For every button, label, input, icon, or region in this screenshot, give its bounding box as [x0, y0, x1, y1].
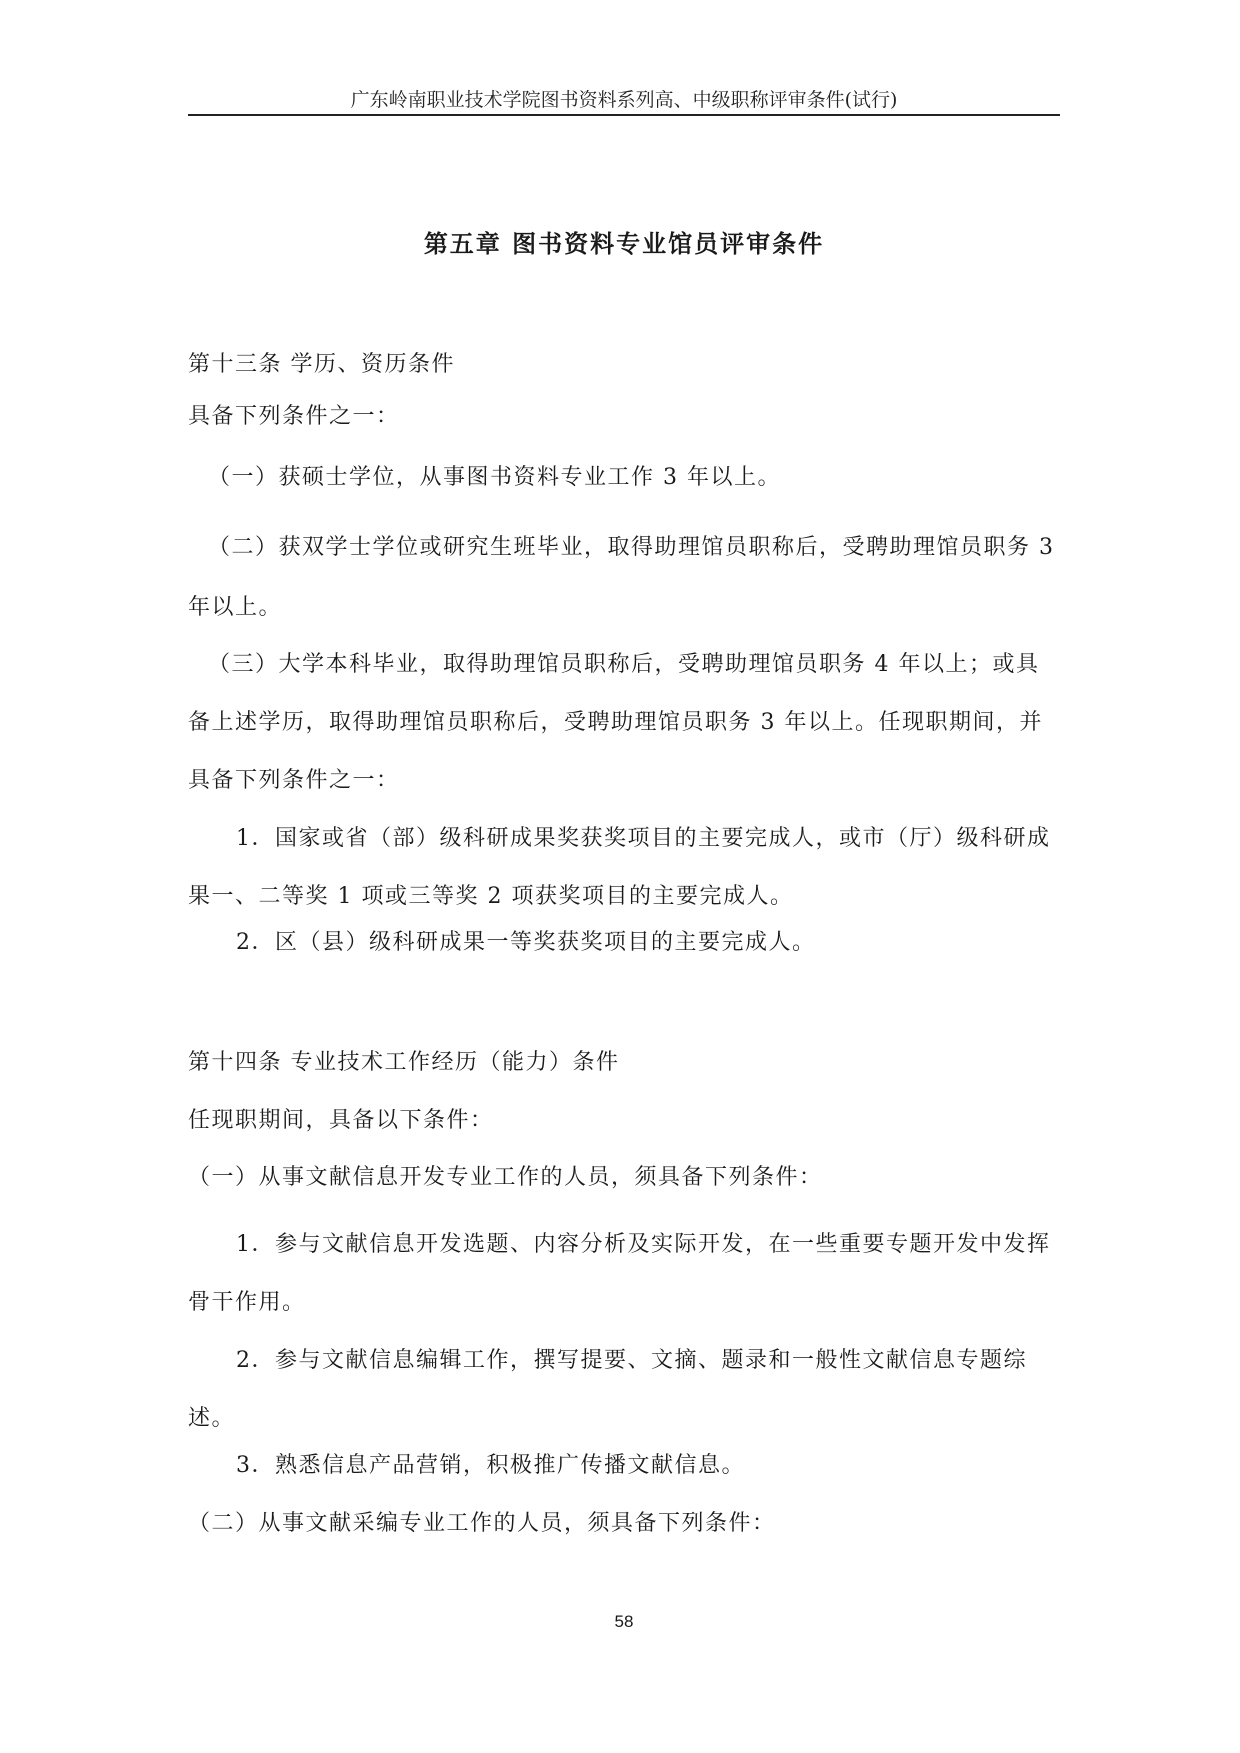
- article-13-heading: 第十三条 学历、资历条件: [188, 352, 455, 377]
- list-item: 1．国家或省（部）级科研成果奖获奖项目的主要完成人，或市（厅）级科研成果一、二等奖 1 项或三等奖 2 项获奖项目的主要完成人。: [188, 826, 1051, 909]
- chapter-title: 第五章 图书资料专业馆员评审条件: [423, 230, 825, 258]
- page-number: 58: [614, 1612, 634, 1631]
- list-item: 2．参与文献信息编辑工作，撰写提要、文摘、题录和一般性文献信息专题综述。: [188, 1348, 1027, 1431]
- paragraph: （三）大学本科毕业，取得助理馆员职称后，受聘助理馆员职务 4 年以上；或具备上述学历，取得助理馆员职称后，受聘助理馆员职务 3 年以上。任现职期间，并具备下列条件之一：: [188, 652, 1043, 793]
- list-item: 3．熟悉信息产品营销，积极推广传播文献信息。: [236, 1453, 745, 1478]
- list-item: 2．区（县）级科研成果一等奖获奖项目的主要完成人。: [236, 930, 816, 955]
- paragraph: （二）获双学士学位或研究生班毕业，取得助理馆员职称后，受聘助理馆员职务 3 年以上。: [188, 535, 1055, 620]
- paragraph: （一）从事文献信息开发专业工作的人员，须具备下列条件：: [188, 1165, 823, 1190]
- list-item: 1．参与文献信息开发选题、内容分析及实际开发，在一些重要专题开发中发挥骨干作用。: [188, 1232, 1051, 1315]
- header-divider: [188, 114, 1060, 116]
- paragraph: （一）获硕士学位，从事图书资料专业工作 3 年以上。: [208, 465, 781, 490]
- paragraph: （二）从事文献采编专业工作的人员，须具备下列条件：: [188, 1511, 776, 1536]
- paragraph: 任现职期间，具备以下条件：: [188, 1108, 494, 1133]
- paragraph: 具备下列条件之一：: [188, 404, 400, 429]
- article-14-heading: 第十四条 专业技术工作经历（能力）条件: [188, 1050, 620, 1075]
- running-header: 广东岭南职业技术学院图书资料系列高、中级职称评审条件(试行): [350, 89, 898, 111]
